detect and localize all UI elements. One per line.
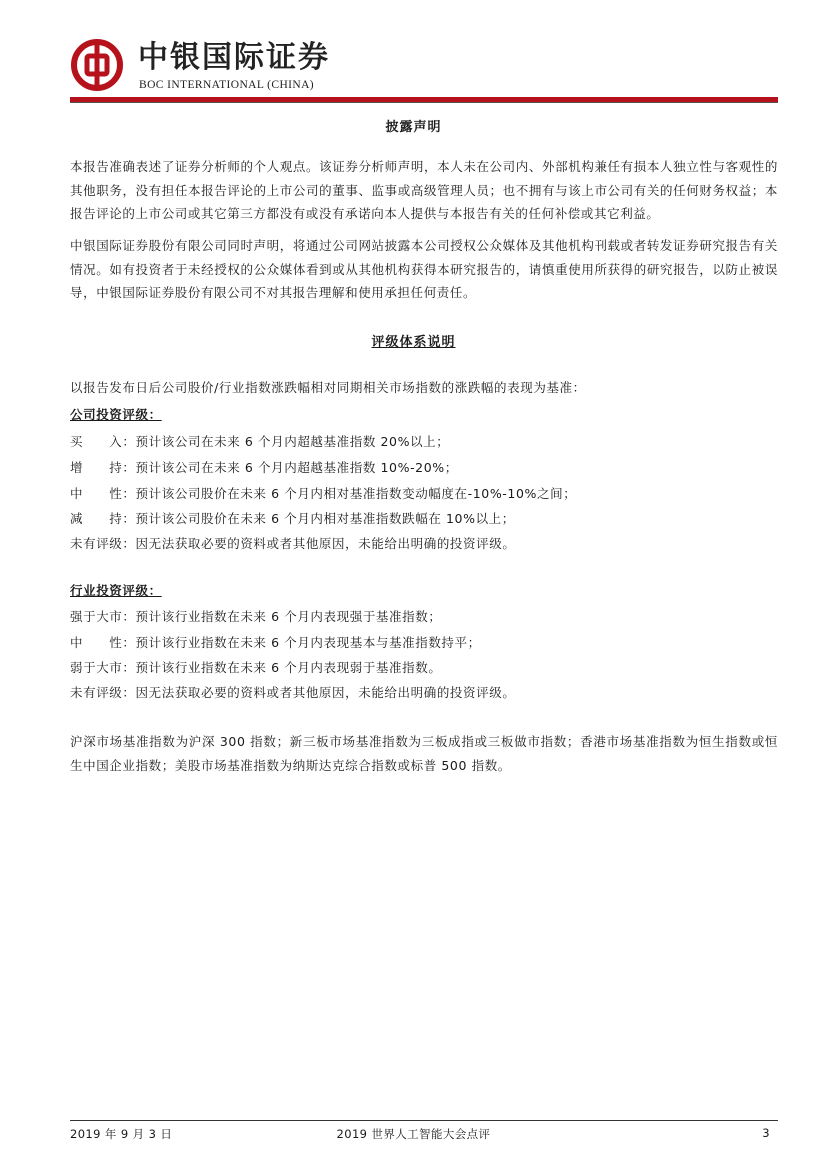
industry-rating-item xyxy=(70,683,515,701)
rating-text: 预计该行业指数在未来 6 个月内表现基本与基准指数持平； xyxy=(135,635,481,650)
company-rating-item xyxy=(70,484,576,502)
rating-intro: 以报告发布日后公司股价/行业指数涨跌幅相对同期相关市场指数的涨跌幅的表现为基准： xyxy=(70,380,586,395)
rating-label: 未有评级： xyxy=(70,536,136,551)
rating-label: 强于大市： xyxy=(70,609,136,624)
brand-name-cn: 中银国际证券 xyxy=(138,40,330,75)
header-rule-dark xyxy=(70,102,778,103)
footer-report-title: 2019 世界人工智能大会点评 xyxy=(336,1127,491,1141)
rating-text: 因无法获取必要的资料或者其他原因，未能给出明确的投资评级。 xyxy=(135,685,516,700)
rating-title: 评级体系说明 xyxy=(371,335,456,350)
brand-name-en: BOC INTERNATIONAL (CHINA) xyxy=(139,79,315,91)
company-rating-item xyxy=(70,509,515,527)
industry-rating-heading: 行业投资评级： xyxy=(70,583,162,598)
rating-text: 预计该公司在未来 6 个月内超越基准指数 20%以上； xyxy=(135,434,450,449)
rating-label: 减 持： xyxy=(70,511,136,526)
company-rating-item xyxy=(70,432,449,450)
rating-label: 增 持： xyxy=(70,460,136,475)
footer-date: 2019 年 9 月 3 日 xyxy=(70,1127,173,1141)
footer-page-number: 3 xyxy=(762,1126,770,1140)
disclosure-title: 披露声明 xyxy=(385,120,442,135)
rating-text: 预计该行业指数在未来 6 个月内表现强于基准指数； xyxy=(135,609,442,624)
rating-label: 未有评级： xyxy=(70,685,136,700)
rating-label: 中 性： xyxy=(70,635,136,650)
company-rating-item xyxy=(70,458,458,476)
page-header xyxy=(70,38,778,100)
benchmark-note: 沪深市场基准指数为沪深 300 指数；新三板市场基准指数为三板成指或三板做市指数；香港市场基准指数为恒生指数或恒生中国企业指数；美股市场基准指数为纳斯达克综合指数或标普 500 指数。 xyxy=(70,734,778,773)
boc-logo-icon xyxy=(70,38,124,92)
disclosure-paragraph-1: 本报告准确表述了证券分析师的个人观点。该证券分析师声明，本人未在公司内、外部机构兼任有损本人独立性与客观性的其他职务，没有担任本报告评论的上市公司的董事、监事或高级管理人员；也不拥有与该上市公司有关的任何财务权益；本报告评论的上市公司或其它第三方都没有或没有承诺向本人提供与本报告有关的任何补偿或其它利益。 xyxy=(70,159,778,221)
rating-text: 预计该行业指数在未来 6 个月内表现弱于基准指数。 xyxy=(135,660,442,675)
rating-text: 预计该公司股价在未来 6 个月内相对基准指数变动幅度在-10%-10%之间； xyxy=(135,486,577,501)
disclosure-paragraph-2: 中银国际证券股份有限公司同时声明，将通过公司网站披露本公司授权公众媒体及其他机构刊载或者转发证券研究报告有关情况。如有投资者于未经授权的公众媒体看到或从其他机构获得本研究报告的，请慎重使用所获得的研究报告，以防止被误导，中银国际证券股份有限公司不对其报告理解和使用承担任何责任。 xyxy=(70,238,778,300)
footer-rule xyxy=(70,1120,778,1121)
rating-label: 买 入： xyxy=(70,434,136,449)
industry-rating-item xyxy=(70,607,441,625)
industry-rating-item xyxy=(70,658,441,676)
rating-text: 预计该公司股价在未来 6 个月内相对基准指数跌幅在 10%以上； xyxy=(135,511,515,526)
rating-label: 弱于大市： xyxy=(70,660,136,675)
rating-label: 中 性： xyxy=(70,486,136,501)
company-rating-heading: 公司投资评级： xyxy=(70,407,162,422)
industry-rating-item xyxy=(70,633,481,651)
rating-text: 预计该公司在未来 6 个月内超越基准指数 10%-20%； xyxy=(135,460,458,475)
company-rating-item xyxy=(70,534,515,552)
rating-text: 因无法获取必要的资料或者其他原因，未能给出明确的投资评级。 xyxy=(135,536,516,551)
